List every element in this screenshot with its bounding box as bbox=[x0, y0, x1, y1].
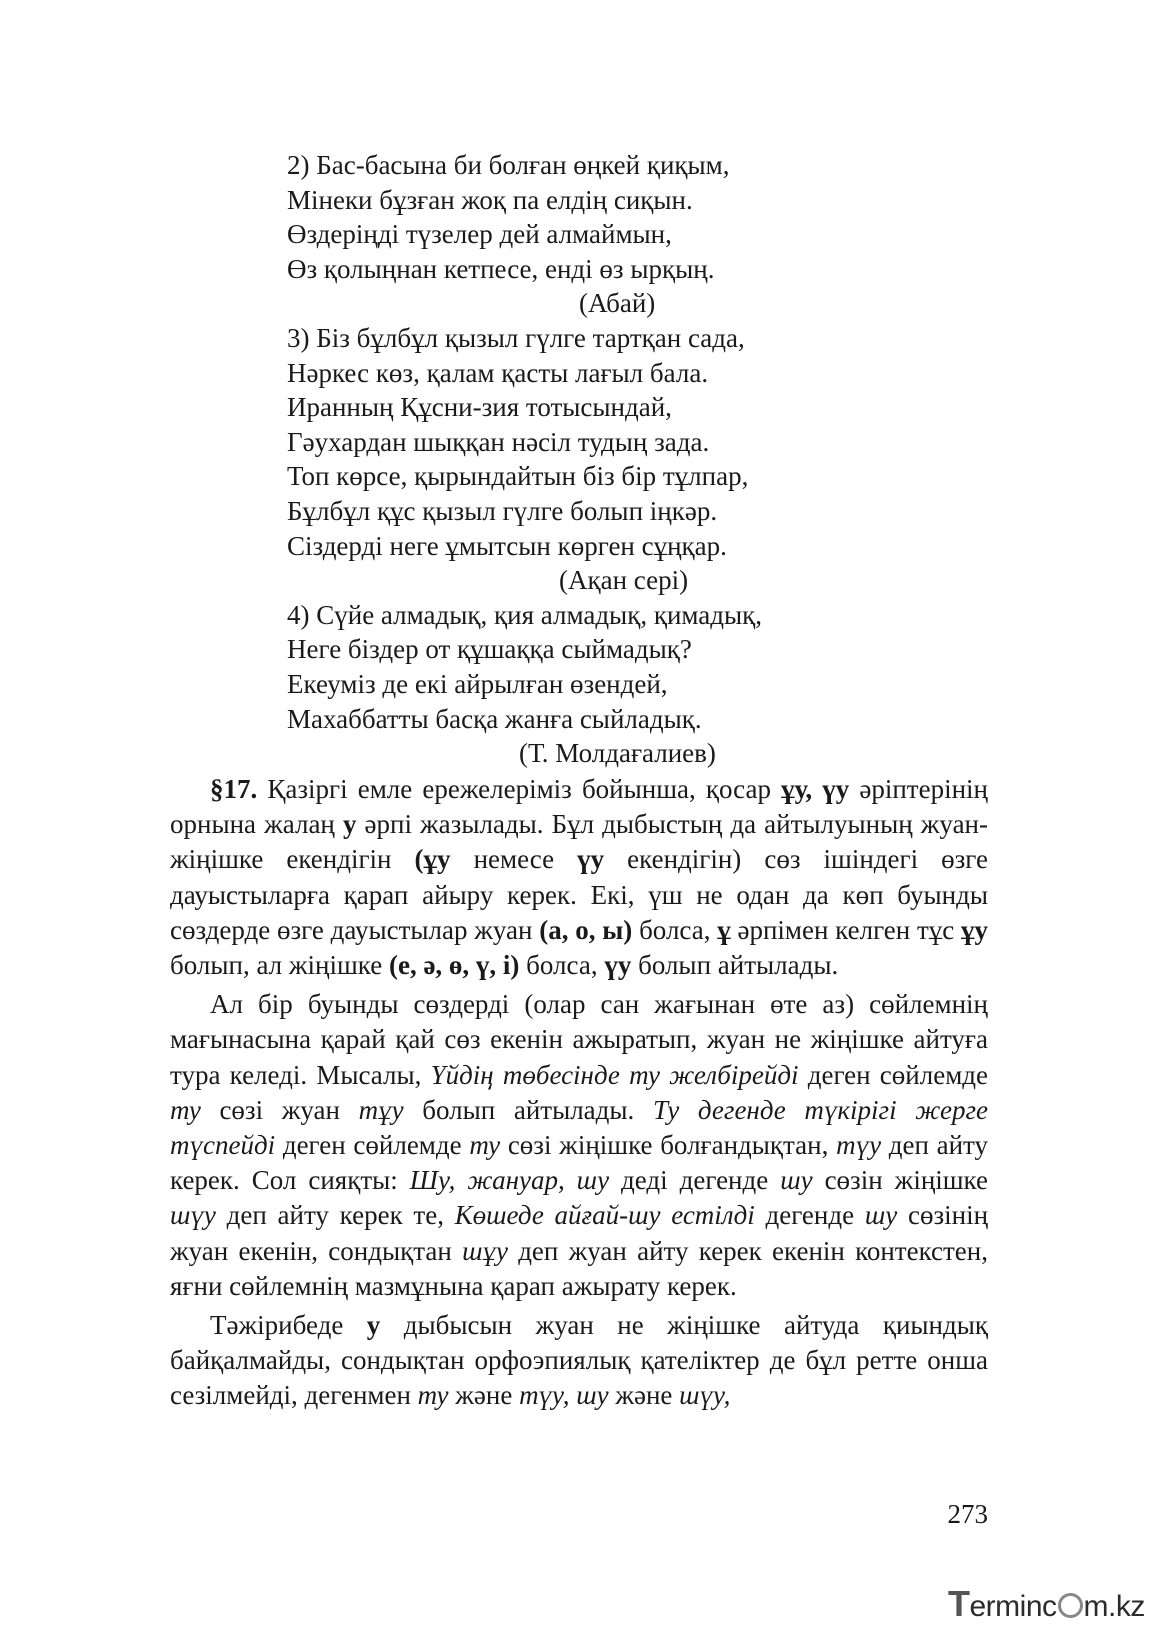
bold-term: үу bbox=[577, 844, 605, 875]
text-run: Қазіргі емле ережелеріміз бойынша, қосар bbox=[257, 774, 782, 804]
text-run: болып, ал жіңішке bbox=[170, 950, 389, 981]
paragraph bbox=[170, 1308, 988, 1414]
italic-example: ту bbox=[417, 1380, 449, 1411]
poem-line: Мінеки бұзған жоқ па елдің сиқын. bbox=[287, 184, 693, 215]
poem-line: Топ көрсе, қырындайтын біз бір тұлпар, bbox=[287, 461, 749, 492]
italic-example: түу bbox=[836, 1130, 882, 1161]
bold-term: (е, ә, ө, ү, і) bbox=[388, 950, 520, 981]
text-run: дегенде bbox=[754, 1200, 865, 1231]
text-run: екендігін) сөз ішіндегі өзге дауыстыларға қарап айыру керек. Екі, үш не одан да көп буынды сөздерде өзге дауыстылар жуан bbox=[170, 844, 988, 945]
poem-author: (Т. Молдағалиев) bbox=[519, 738, 716, 769]
poem-line: Нәркес көз, қалам қасты лағыл бала. bbox=[287, 357, 709, 388]
text-run: Тәжірибеде bbox=[210, 1310, 367, 1341]
text-run: деп айту керек те, bbox=[215, 1200, 455, 1231]
poem-line: Неге біздер от құшаққа сыймадық? bbox=[287, 634, 692, 665]
poem-line: Бұлбұл құс қызыл гүлге болып іңкәр. bbox=[287, 495, 718, 526]
poem-line: 3) Біз бұлбұл қызыл гүлге тартқан сада, bbox=[287, 322, 745, 353]
text-run: болып айтылады. bbox=[631, 950, 839, 981]
watermark-initial: T bbox=[948, 1583, 970, 1624]
text-run: деп айту керек. Сол сияқты: bbox=[170, 1130, 989, 1196]
poem-line: Иранның Құсни-зия тотысындай, bbox=[287, 392, 672, 423]
italic-example: ту bbox=[469, 1130, 501, 1161]
text-run: дыбысын жуан не жіңішке айтуда қиындық байқалмайды, сондықтан орфоэпиялық қателіктер де бұл ретте онша сезілмейді, дегенмен bbox=[170, 1310, 989, 1411]
poem-author: (Ақан сері) bbox=[559, 565, 689, 596]
italic-example: Шу, жануар, шу bbox=[409, 1165, 610, 1196]
poem-line: Гәухардан шыққан нәсіл тудың зада. bbox=[287, 426, 710, 457]
italic-example: тұу bbox=[358, 1094, 404, 1125]
italic-example: шүу bbox=[170, 1200, 216, 1231]
bold-term: §17. bbox=[210, 774, 258, 804]
text-run: болса, bbox=[632, 914, 718, 945]
page-number: 273 bbox=[947, 1499, 988, 1529]
bold-term: (а, о, ы) bbox=[539, 914, 633, 945]
magnifier-icon bbox=[1058, 1593, 1083, 1618]
text-run: деген сөйлемде bbox=[275, 1130, 470, 1161]
text-run: немесе bbox=[450, 844, 578, 875]
bold-term: ұу bbox=[961, 914, 989, 945]
bold-term: (ұу bbox=[414, 844, 451, 875]
text-run: және bbox=[448, 1380, 520, 1411]
text-run: сөзі жіңішке болғандықтан, bbox=[500, 1130, 837, 1161]
italic-example: шүу, bbox=[679, 1380, 731, 1411]
terminkom-watermark bbox=[948, 1583, 1148, 1623]
italic-example: түу, шу bbox=[519, 1380, 609, 1411]
poem-line: Сіздерді неге ұмытсын көрген сұңқар. bbox=[287, 530, 727, 561]
poem-author: (Абай) bbox=[579, 288, 656, 319]
paragraph bbox=[170, 772, 988, 983]
poem-line: 4) Сүйе алмадық, қия алмадық, қимадық, bbox=[287, 599, 763, 630]
poem-line: 2) Бас-басына би болған өңкей қиқым, bbox=[287, 150, 730, 180]
text-run: сөзінің жуан екенін, сондықтан bbox=[170, 1200, 989, 1266]
poem-line: Екеуміз де екі айрылған өзендей, bbox=[287, 668, 668, 699]
text-run: деді дегенде bbox=[609, 1165, 781, 1196]
poem-examples bbox=[287, 148, 847, 771]
section-17-text bbox=[170, 772, 988, 1414]
italic-example: Үйдің төбесінде ту желбірейді bbox=[430, 1059, 799, 1090]
text-run: болса, bbox=[519, 950, 605, 981]
text-run: әрпімен келген тұс bbox=[730, 914, 962, 945]
text-run: деген сөйлемде bbox=[798, 1059, 988, 1090]
italic-example: Ту дегенде түкірігі жерге түспейді bbox=[170, 1094, 988, 1161]
watermark-text-end: m.kz bbox=[1083, 1590, 1145, 1623]
text-run: Ал бір буынды сөздерді (олар сан жағынан өте аз) сөйлемнің мағынасына қарай қай сөз екенін ажыратып, жуан не жіңішке айтуға тура келеді. Мысалы, bbox=[170, 989, 988, 1090]
text-run: және bbox=[608, 1380, 680, 1411]
italic-example: шұу bbox=[462, 1235, 508, 1266]
text-run: әріптерінің орнына жалаң bbox=[170, 774, 988, 840]
italic-example: ту bbox=[170, 1094, 201, 1125]
poem-line: Махаббатты басқа жанға сыйладық. bbox=[287, 703, 702, 734]
bold-term: ұ bbox=[717, 914, 731, 945]
paragraph bbox=[170, 987, 988, 1304]
italic-example: шу bbox=[864, 1200, 898, 1231]
italic-example: Көшеде айғай-шу естілді bbox=[454, 1200, 755, 1231]
poem-line: Өздеріңді түзелер дей алмаймын, bbox=[287, 219, 672, 250]
text-run: болып айтылады. bbox=[403, 1094, 653, 1125]
poem-line: Өз қолыңнан кетпесе, енді өз ырқың. bbox=[287, 253, 715, 284]
bold-term: у bbox=[342, 809, 357, 840]
text-run: сөзі жуан bbox=[200, 1094, 359, 1125]
bold-term: ұу, үу bbox=[781, 774, 850, 804]
watermark-text-start: erminc bbox=[969, 1590, 1057, 1623]
bold-term: үу bbox=[604, 950, 632, 981]
text-run: сөзін жіңішке bbox=[812, 1165, 988, 1196]
italic-example: шу bbox=[780, 1165, 813, 1196]
text-run: деп жуан айту керек екенін контекстен, яғни сөйлемнің мазмұнына қарап ажырату керек. bbox=[170, 1235, 988, 1301]
text-run: әрпі жазылады. Бұл дыбыстың да айтылуының жуан-жіңішке екендігін bbox=[170, 809, 988, 875]
bold-term: у bbox=[366, 1310, 381, 1341]
